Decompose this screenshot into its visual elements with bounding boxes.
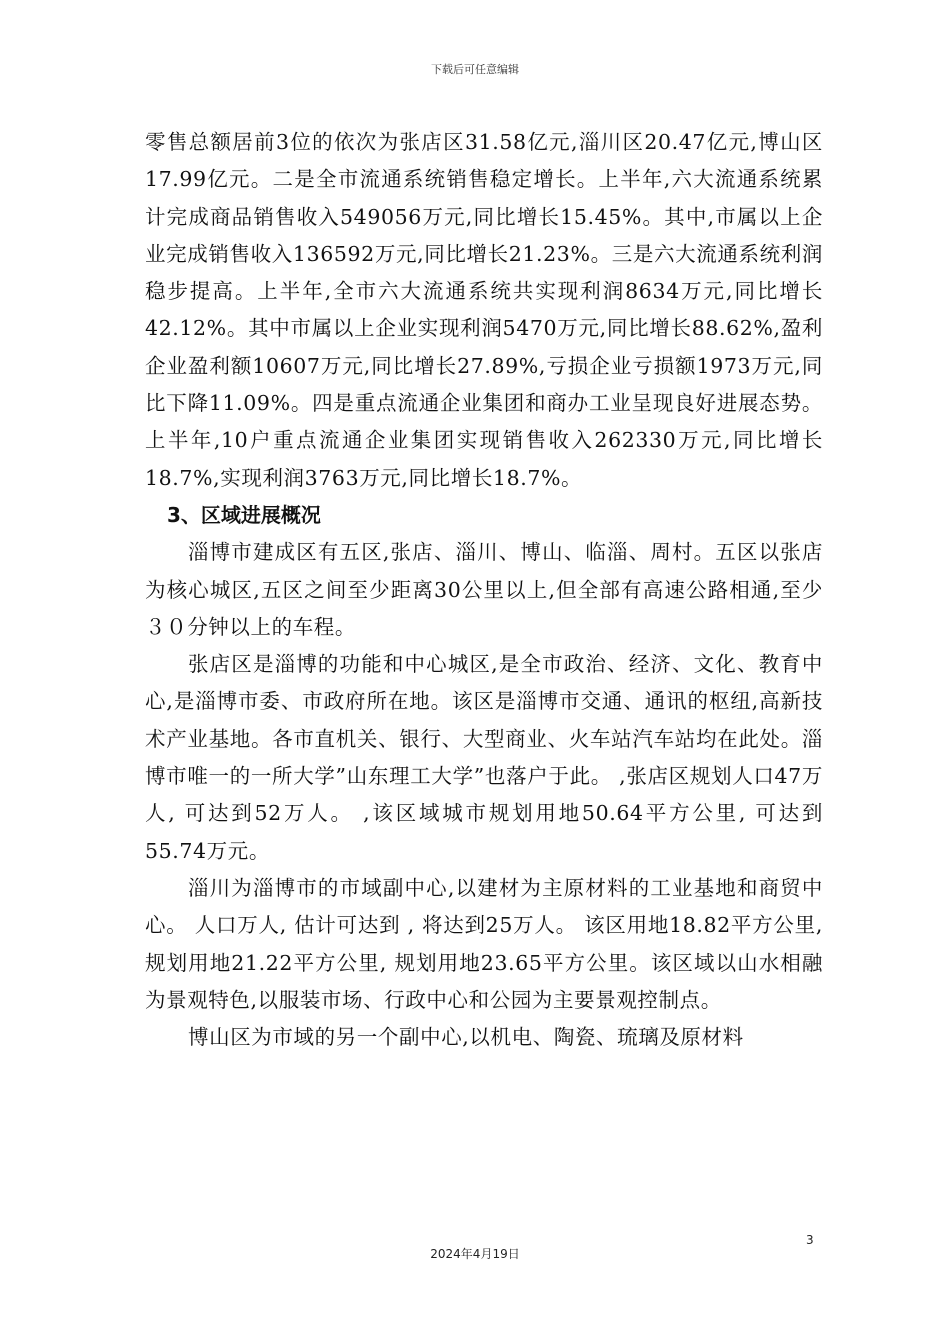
document-body (145, 124, 823, 1056)
page-header: 下载后可任意编辑 (431, 63, 519, 76)
paragraph-zichuan: 淄川为淄博市的市域副中心,以建材为主原材料的工业基地和商贸中心。 人口万人, 估计可达到 , 将达到25万人。 该区用地18.82平方公里, 规划用地21.22平方公里, 规划用地23.65平方公里。该区域以山水相融为景观特色,以服装市场、行政中心和公园为主要景观控制点。 (145, 875, 823, 1012)
paragraph-retail-summary: 零售总额居前3位的依次为张店区31.58亿元,淄川区20.47亿元,博山区17.99亿元。二是全市流通系统销售稳定增长。上半年,六大流通系统累计完成商品销售收入549056万元,同比增长15.45%。其中,市属以上企业完成销售收入136592万元,同比增长21.23%。三是六大流通系统利润稳步提高。上半年,全市六大流通系统共实现利润8634万元,同比增长42.12%。其中市属以上企业实现利润5470万元,同比增长88.62%,盈利企业盈利额10607万元,同比增长27.89%,亏损企业亏损额1973万元,同比下降11.09%。四是重点流通企业集团和商办工业呈现良好进展态势。上半年,10户重点流通企业集团实现销售收入262330万元,同比增长18.7%,实现利润3763万元,同比增长18.7%。 (145, 130, 823, 490)
footer-date: 2024年4月19日 (430, 1247, 520, 1261)
page-number: 3 (806, 1233, 814, 1247)
paragraph-boshan: 博山区为市域的另一个副中心,以机电、陶瓷、琉璃及原材料 (188, 1025, 744, 1050)
section-heading-regional-development: 3、区域进展概况 (167, 502, 321, 527)
paragraph-zhangdian: 张店区是淄博的功能和中心城区,是全市政治、经济、文化、教育中心,是淄博市委、市政府所在地。该区是淄博市交通、通讯的枢纽,高新技术产业基地。各市直机关、银行、大型商业、火车站汽车站均在此处。淄博市唯一的一所大学”山东理工大学”也落户于此。 ,张店区规划人口47万人, 可达到52万人。 ,该区域城市规划用地50.64平方公里, 可达到55.74万元。 (145, 652, 823, 863)
paragraph-five-districts: 淄博市建成区有五区,张店、淄川、博山、临淄、周村。五区以张店为核心城区,五区之间至少距离30公里以上,但全部有高速公路相通,至少３０分钟以上的车程。 (145, 540, 823, 639)
